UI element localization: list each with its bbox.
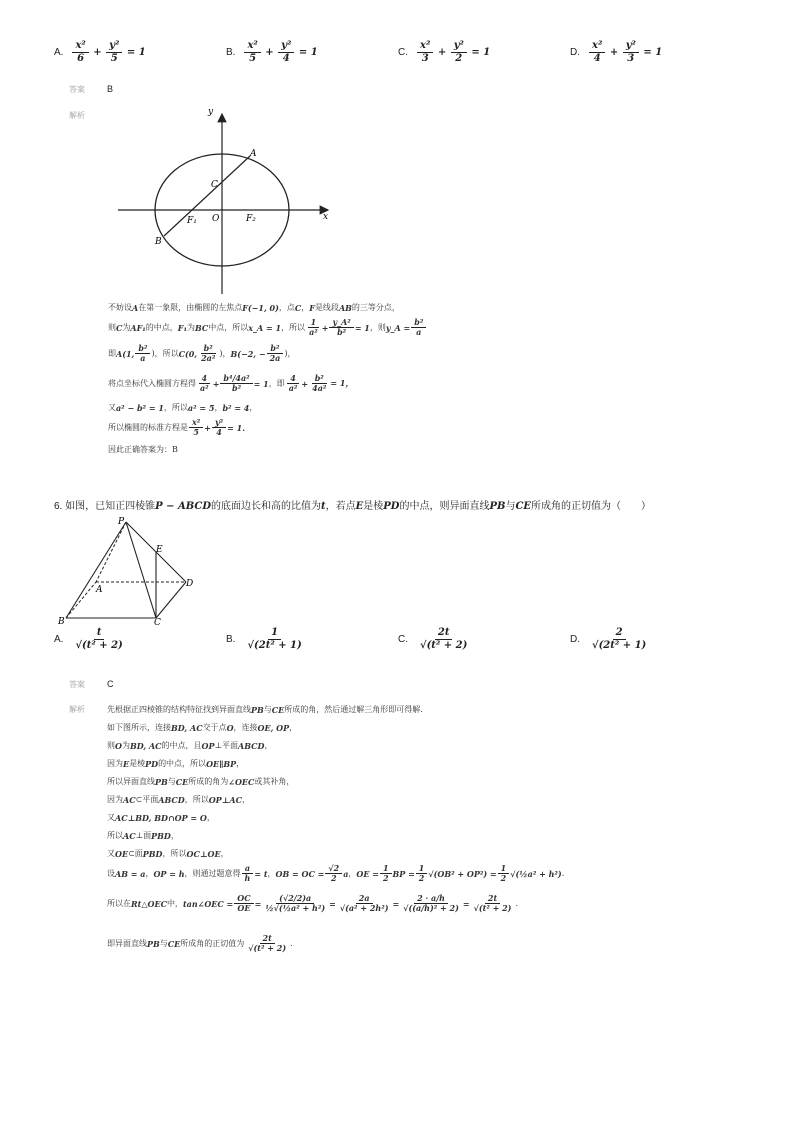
q5-ellipse-figure <box>112 108 337 298</box>
option-letter: B. <box>226 46 236 58</box>
label-o: O <box>212 214 220 224</box>
edge-pb <box>66 522 126 618</box>
q6-sol-line-2: 如下图所示，连接 BD, AC 交于点 O ，连接 OE, OP ， <box>107 722 298 733</box>
label-c: C <box>154 618 161 626</box>
q6-option-c[interactable] <box>398 627 471 651</box>
q5-answer-label: 答案 <box>69 85 85 94</box>
option-formula: $\frac{2t}{\text{√(t² + 2)}}$ <box>420 627 468 651</box>
q6-option-d[interactable] <box>570 627 650 651</box>
option-letter: D. <box>570 46 580 58</box>
option-formula: $\frac{\text{x²}}{6}$ + $\frac{\text{y²}}{5}$ = 1 <box>71 40 145 64</box>
q5-sol-line-7: 因此正确答案为：B <box>108 445 178 454</box>
q5-option-b[interactable] <box>226 40 318 64</box>
option-letter: D. <box>570 633 580 645</box>
q6-sol-line-9: 又 OE ⊂面 PBD ，所以 OC⊥OE ， <box>107 848 229 859</box>
label-x: x <box>323 212 329 222</box>
q6-answer: C <box>107 679 114 689</box>
option-letter: A. <box>54 46 64 58</box>
label-a: A <box>96 585 103 595</box>
q6-pyramid-figure <box>56 514 204 626</box>
q6-sol-line-6: 因为 AC ⊂平面 ABCD ，所以 OP⊥AC ， <box>107 794 250 805</box>
q6-sol-line-1: 先根据正四棱锥的结构特征找到异面直线 PB 与 CE 所成的角，然后通过解三角形即可得解. <box>107 704 423 715</box>
option-formula: $\frac{\text{x²}}{5}$ + $\frac{\text{y²}}{4}$ = 1 <box>243 40 317 64</box>
option-letter: A. <box>54 633 64 645</box>
q6-sol-line-4: 因为 E 是棱 PD 的中点，所以 OE∥BP ， <box>107 758 245 769</box>
label-p: P <box>118 517 125 527</box>
option-letter: C. <box>398 633 408 645</box>
q6-sol-line-12: 即异面直线 PB 与 CE 所成角的正切值为 $\frac{2t}{\text{√(t² + 2)}}$ . <box>107 933 293 954</box>
q6-option-a[interactable] <box>54 627 127 651</box>
option-formula: $\frac{\text{x²}}{3}$ + $\frac{\text{y²}}{2}$ = 1 <box>416 40 490 64</box>
q5-answer: B <box>107 84 114 94</box>
q6-sol-line-11: 所以在 Rt△OEC 中， tan∠OEC = $\frac{OC}{OE}$ = $\frac{(√2/2)a}{\text{½√(½a² + h²)}}$ = $\frac{2a}{\text{√(a² + 2h²)}}$ = $\frac{2 \cdot a/h}{\text{√((a/h)² + 2)}}$ = $\frac{2t}{\text{√(t² + 2)}}$ . <box>107 893 518 914</box>
q5-sol-line-6: 所以椭圆的标准方程是 $\frac{\text{x²}}{5}$ + $\frac{\text{y²}}{4}$ = 1. <box>108 417 245 438</box>
label-a: A <box>250 149 257 159</box>
option-formula: $\frac{t}{\text{√(t² + 2)}}$ <box>75 627 123 651</box>
label-b: B <box>155 237 162 247</box>
label-f1: F₁ <box>187 216 197 226</box>
q5-sol-line-3: 即 A(1, $\frac{\text{b²}}{a}$ )，所以 C(0, $\frac{\text{b²}}{\text{2a²}}$ )， B(−2, − $\frac{\text{b²}}{2a}$ )， <box>108 343 296 364</box>
q5-option-a[interactable] <box>54 40 146 64</box>
q5-option-d[interactable] <box>570 40 662 64</box>
q6-sol-line-8: 所以 AC ⊥面 PBD ， <box>107 830 179 841</box>
label-f2: F₂ <box>246 214 256 224</box>
option-letter: B. <box>226 633 236 645</box>
edge-cd <box>156 582 186 618</box>
q6-answer-label: 答案 <box>69 680 85 689</box>
q6-stem: 6. 如图，已知正四棱锥P − ABCD的底面边长和高的比值为t，若点E是棱PD的中点，则异面直线PB与CE所成角的正切值为（ ） <box>54 501 652 512</box>
label-e: E <box>156 545 163 555</box>
q6-sol-line-3: 则 O 为 BD, AC 的中点，且 OP ⊥平面 ABCD ， <box>107 740 273 751</box>
q6-sol-line-5: 所以异面直线 PB 与 CE 所成的角为 ∠OEC 或其补角， <box>107 776 295 787</box>
label-b: B <box>58 617 65 626</box>
q6-analysis-label: 解析 <box>69 705 85 714</box>
option-formula: $\frac{1}{\text{√(2t² + 1)}}$ <box>247 627 302 651</box>
q5-analysis-label: 解析 <box>69 111 85 120</box>
option-formula: $\frac{2}{\text{√(2t² + 1)}}$ <box>592 627 647 651</box>
q5-sol-line-4: 将点坐标代入椭圆方程得 $\frac{4}{\text{a²}}$ + $\frac{\text{b⁴/4a²}}{\text{b²}}$ = 1 ，即 $\frac{4}{\text{a²}}$ + $\frac{\text{b²}}{\text{4a²}}$ = 1， <box>108 373 354 394</box>
label-d: D <box>186 579 194 589</box>
q5-option-c[interactable] <box>398 40 490 64</box>
label-y: y <box>208 108 214 117</box>
q5-sol-line-1: 不妨设 A 在第一象限，由椭圆的左焦点 F(−1, 0) ，点 C ， F 是线段 AB 的三等分点， <box>108 302 400 313</box>
q6-sol-line-7: 又 AC⊥BD, BD∩OP = O ， <box>107 812 215 823</box>
q5-sol-line-2: 则 C 为 AF₁ 的中点， F₁ 为 BC 中点，所以 x_A = 1 ，所以 $\frac{1}{\text{a²}}$ + $\frac{\text{y\_A²}}{\text{b²}}$ = 1 ，则 y_A = $\frac{\text{b²}}{a}$ <box>108 318 427 337</box>
edge-pa <box>96 522 126 582</box>
label-c: C <box>211 180 218 190</box>
q5-sol-line-5: 又 a² − b² = 1 ，所以 a² = 5 ， b² = 4 ， <box>108 402 258 413</box>
edge-ba <box>66 582 96 618</box>
q6-option-b[interactable] <box>226 627 306 651</box>
q6-sol-line-10: 设 AB = a ， OP = h ，则通过题意得 $\frac{a}{h}$ = t ， OB = OC = $\frac{√2}{2}$ a ， OE = $\frac{1}{2}$ BP = $\frac{1}{2}$ √(OB² + OP²) = $\frac{1}{2}$ √(½a² + h²) . <box>107 863 565 884</box>
option-formula: $\frac{\text{x²}}{4}$ + $\frac{\text{y²}}{3}$ = 1 <box>588 40 662 64</box>
option-letter: C. <box>398 46 408 58</box>
